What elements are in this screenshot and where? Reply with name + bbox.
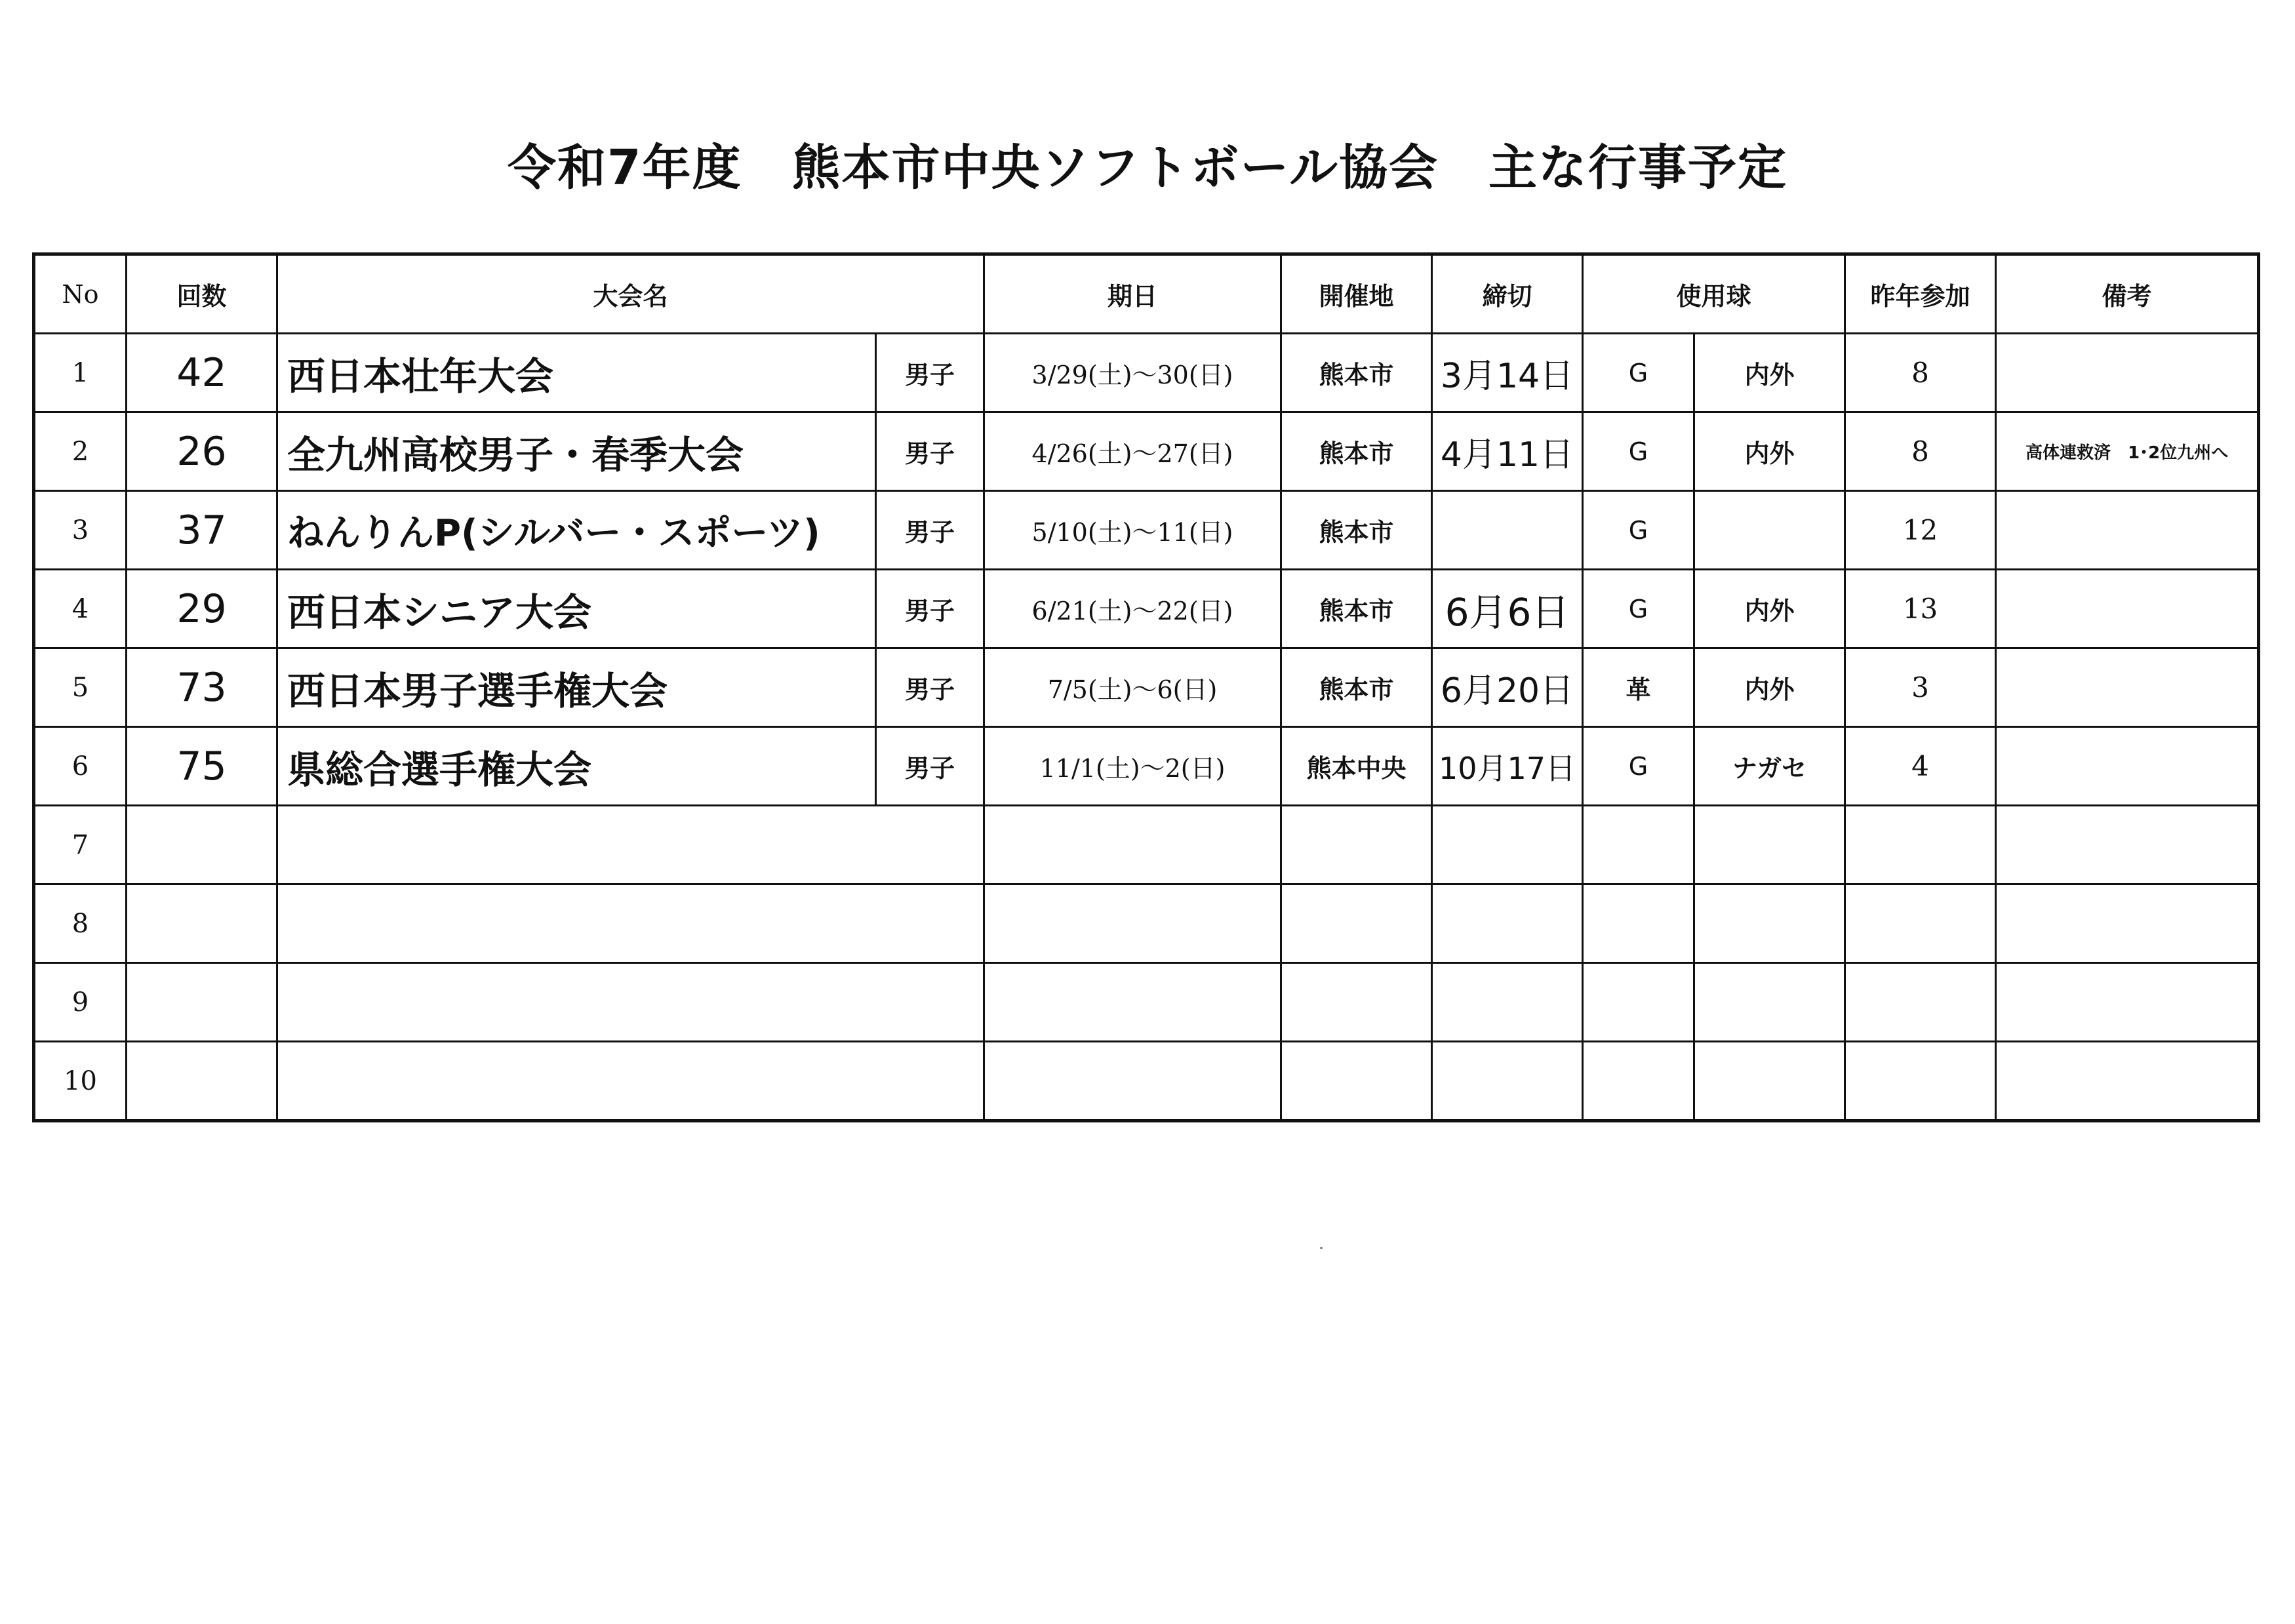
row-prev [1845, 806, 1996, 884]
row-note [1996, 727, 2259, 806]
row-date [984, 884, 1281, 963]
row-note [1996, 570, 2259, 648]
table-row [34, 648, 2259, 727]
row-count [127, 884, 277, 963]
row-prev [1845, 1042, 1996, 1121]
row-ball-kind: 内外 [1694, 648, 1845, 727]
row-deadline: 3月14日 [1432, 334, 1583, 412]
row-name: 県総合選手権大会 [277, 727, 876, 806]
row-category: 男子 [876, 334, 984, 412]
row-name: ねんりんP(シルバー・スポーツ) [277, 491, 876, 570]
row-date [984, 1042, 1281, 1121]
row-no: 10 [34, 1042, 127, 1121]
row-deadline [1432, 884, 1583, 963]
row-ball-kind [1694, 963, 1845, 1042]
row-prev: 8 [1845, 334, 1996, 412]
row-name: 全九州高校男子・春季大会 [277, 412, 876, 491]
row-date: 4/26(土)～27(日) [984, 412, 1281, 491]
row-no: 5 [34, 648, 127, 727]
row-prev: 3 [1845, 648, 1996, 727]
row-count: 42 [127, 334, 277, 412]
row-ball-kind: ナガセ [1694, 727, 1845, 806]
row-venue [1281, 1042, 1432, 1121]
row-name [277, 1042, 984, 1121]
row-venue: 熊本市 [1281, 412, 1432, 491]
row-deadline [1432, 491, 1583, 570]
row-no: 4 [34, 570, 127, 648]
row-note [1996, 963, 2259, 1042]
row-count [127, 963, 277, 1042]
row-no: 7 [34, 806, 127, 884]
table-row [34, 412, 2259, 491]
row-date [984, 963, 1281, 1042]
row-venue [1281, 806, 1432, 884]
header-count: 回数 [127, 254, 277, 334]
row-ball: G [1583, 412, 1694, 491]
header-no: No [34, 254, 127, 334]
row-date: 3/29(土)～30(日) [984, 334, 1281, 412]
table-row [34, 884, 2259, 963]
row-ball: G [1583, 727, 1694, 806]
table-row [34, 727, 2259, 806]
row-deadline: 6月20日 [1432, 648, 1583, 727]
header-prev: 昨年参加 [1845, 254, 1996, 334]
row-category: 男子 [876, 727, 984, 806]
row-ball: G [1583, 570, 1694, 648]
row-deadline: 10月17日 [1432, 727, 1583, 806]
row-prev: 13 [1845, 570, 1996, 648]
row-note [1996, 648, 2259, 727]
row-prev: 8 [1845, 412, 1996, 491]
event-schedule-table [32, 252, 2260, 1122]
row-venue: 熊本市 [1281, 491, 1432, 570]
row-ball: 革 [1583, 648, 1694, 727]
row-ball-kind: 内外 [1694, 334, 1845, 412]
row-deadline: 4月11日 [1432, 412, 1583, 491]
row-count [127, 806, 277, 884]
row-venue [1281, 884, 1432, 963]
row-category: 男子 [876, 570, 984, 648]
row-count: 73 [127, 648, 277, 727]
row-venue: 熊本市 [1281, 570, 1432, 648]
table-row [34, 806, 2259, 884]
header-row [34, 254, 2259, 334]
row-category: 男子 [876, 491, 984, 570]
row-venue: 熊本市 [1281, 334, 1432, 412]
row-venue [1281, 963, 1432, 1042]
row-date: 11/1(土)～2(日) [984, 727, 1281, 806]
row-prev: 12 [1845, 491, 1996, 570]
row-ball-kind: 内外 [1694, 412, 1845, 491]
row-ball [1583, 806, 1694, 884]
row-ball-kind: 内外 [1694, 570, 1845, 648]
row-prev [1845, 884, 1996, 963]
row-name: 西日本男子選手権大会 [277, 648, 876, 727]
row-ball-kind [1694, 1042, 1845, 1121]
row-category: 男子 [876, 412, 984, 491]
row-name [277, 884, 984, 963]
table-row [34, 1042, 2259, 1121]
row-name [277, 963, 984, 1042]
row-note [1996, 1042, 2259, 1121]
row-deadline [1432, 806, 1583, 884]
row-note [1996, 334, 2259, 412]
header-venue: 開催地 [1281, 254, 1432, 334]
row-note [1996, 491, 2259, 570]
row-note: 高体連救済 1･2位九州へ [1996, 412, 2259, 491]
row-name: 西日本壮年大会 [277, 334, 876, 412]
row-count [127, 1042, 277, 1121]
row-date [984, 806, 1281, 884]
row-count: 37 [127, 491, 277, 570]
paper-speck [1320, 1247, 1323, 1249]
row-ball [1583, 1042, 1694, 1121]
row-ball-kind [1694, 491, 1845, 570]
row-ball: G [1583, 491, 1694, 570]
row-ball-kind [1694, 884, 1845, 963]
header-deadline: 締切 [1432, 254, 1583, 334]
row-no: 8 [34, 884, 127, 963]
header-ball: 使用球 [1583, 254, 1845, 334]
row-count: 26 [127, 412, 277, 491]
row-date: 7/5(土)～6(日) [984, 648, 1281, 727]
row-venue: 熊本市 [1281, 648, 1432, 727]
page-title: 令和7年度 熊本市中央ソフトボール協会 主な行事予定 [507, 140, 1787, 196]
row-deadline: 6月6日 [1432, 570, 1583, 648]
header-date: 期日 [984, 254, 1281, 334]
row-date: 6/21(土)～22(日) [984, 570, 1281, 648]
row-prev: 4 [1845, 727, 1996, 806]
row-name [277, 806, 984, 884]
row-note [1996, 884, 2259, 963]
row-no: 9 [34, 963, 127, 1042]
row-ball: G [1583, 334, 1694, 412]
table-row [34, 963, 2259, 1042]
row-no: 1 [34, 334, 127, 412]
row-venue: 熊本中央 [1281, 727, 1432, 806]
row-name: 西日本シニア大会 [277, 570, 876, 648]
row-deadline [1432, 1042, 1583, 1121]
row-no: 2 [34, 412, 127, 491]
table-row [34, 491, 2259, 570]
row-note [1996, 806, 2259, 884]
table-row [34, 334, 2259, 412]
row-date: 5/10(土)～11(日) [984, 491, 1281, 570]
row-ball [1583, 884, 1694, 963]
row-count: 75 [127, 727, 277, 806]
row-prev [1845, 963, 1996, 1042]
row-deadline [1432, 963, 1583, 1042]
table-row [34, 570, 2259, 648]
row-ball [1583, 963, 1694, 1042]
header-note: 備考 [1996, 254, 2259, 334]
row-category: 男子 [876, 648, 984, 727]
row-count: 29 [127, 570, 277, 648]
row-no: 3 [34, 491, 127, 570]
header-name: 大会名 [277, 254, 984, 334]
row-ball-kind [1694, 806, 1845, 884]
row-no: 6 [34, 727, 127, 806]
